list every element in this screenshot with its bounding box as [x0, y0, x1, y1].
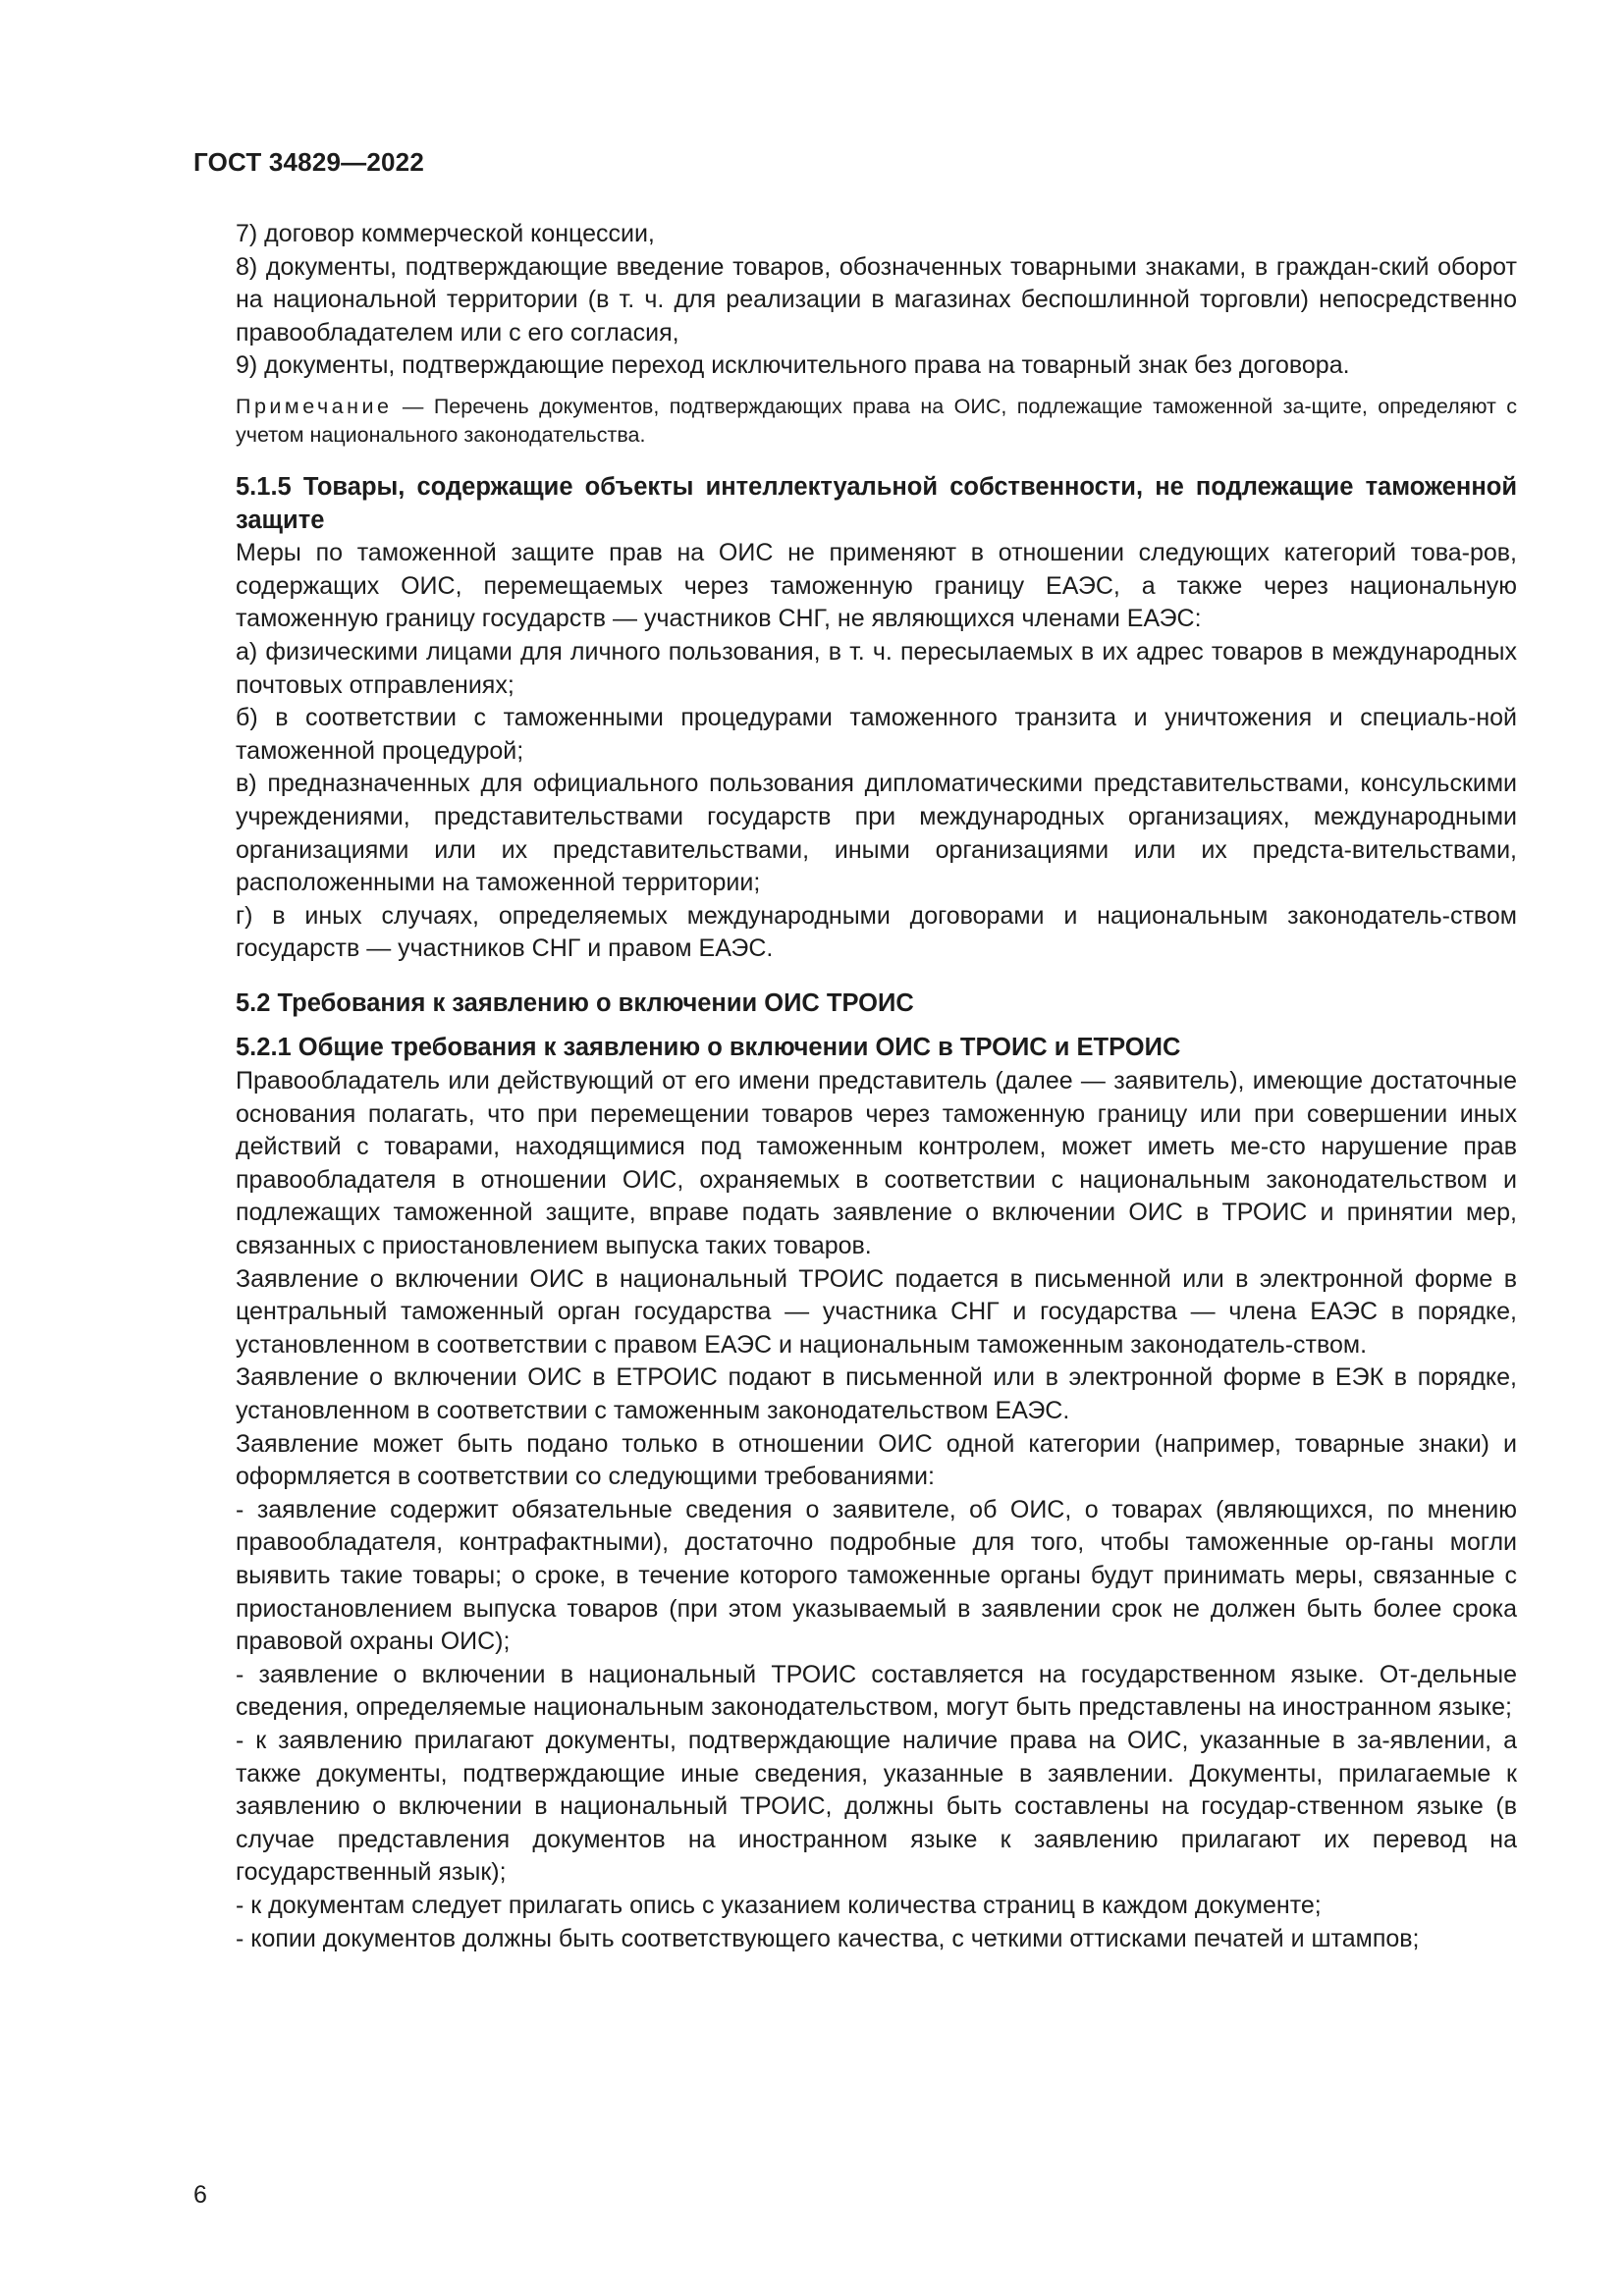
list-item-8: 8) документы, подтверждающие введение товаров, обозначенных товарными знаками, в граждан-ский оборот на национальной территории (в т. ч. для реализации в магазинах беспошлинной торговли) непосредственно правообладателем или с его согласия,: [236, 252, 1517, 347]
requirement-item: - к документам следует прилагать опись с указанием количества страниц в каждом документе;: [236, 1891, 1322, 1919]
page-number: 6: [193, 2181, 207, 2209]
document-header: ГОСТ 34829—2022: [193, 147, 424, 177]
requirement-item: - заявление содержит обязательные сведения о заявителе, об ОИС, о товарах (являющихся, по мнению правообладателя, контрафактными), достаточно подробные для того, чтобы таможенные ор-ганы могли выявить такие товары; о сроке, в течение которого таможенные органы будут принимать меры, связанные с приостановлением выпуска товаров (при этом указываемый в заявлении срок не должен быть более срока правовой охраны ОИС);: [236, 1495, 1517, 1656]
note-dash: —: [392, 394, 434, 418]
section-5-2-1-paragraph: Правообладатель или действующий от его имени представитель (далее — заявитель), имеющие достаточные основания полагать, что при перемещении товаров через таможенную границу или при совершении иных действий с товарами, находящимися под таможенным контролем, может иметь ме-сто нарушение прав правообладателя в отношении ОИС, охраняемых в соответствии с национальным законодательством и подлежащих таможенной защите, вправе подать заявление о включении ОИС в ТРОИС и принятии мер, связанных с приостановлением выпуска таких товаров.: [236, 1067, 1517, 1260]
document-body: [236, 218, 1517, 1955]
section-5-1-5-item-b: б) в соответствии с таможенными процедурами таможенного транзита и уничтожения и специаль-ной таможенной процедурой;: [236, 704, 1517, 765]
section-5-1-5-item-a: а) физическими лицами для личного пользования, в т. ч. пересылаемых в их адрес товаров в международных почтовых отправлениях;: [236, 637, 1517, 699]
requirement-item: - к заявлению прилагают документы, подтверждающие наличие права на ОИС, указанные в за-явлении, а также документы, подтверждающие иные сведения, указанные в заявлении. Документы, прилагаемые к заявлению о включении в национальный ТРОИС, должны быть составлены на государ-ственном языке (в случае представления документов на иностранном языке к заявлению прилагают их перевод на государственный язык);: [236, 1726, 1517, 1887]
note-label: Примечание: [236, 394, 393, 418]
section-heading-5-1-5: 5.1.5 Товары, содержащие объекты интеллектуальной собственности, не подлежащие таможенной защите: [236, 472, 1517, 534]
section-5-2-1-paragraph: Заявление о включении ОИС в национальный ТРОИС подается в письменной или в электронной форме в центральный таможенный орган государства — участника СНГ и государства — члена ЕАЭС в порядке, установленном в соответствии с правом ЕАЭС и национальным таможенным законодатель-ством.: [236, 1264, 1517, 1359]
section-5-2-1-paragraph: Заявление может быть подано только в отношении ОИС одной категории (например, товарные знаки) и оформляется в соответствии со следующими требованиями:: [236, 1429, 1517, 1491]
requirement-item: - заявление о включении в национальный ТРОИС составляется на государственном языке. От-дельные сведения, определяемые национальным законодательством, могут быть представлены на иностранном языке;: [236, 1660, 1517, 1722]
list-item-7: 7) договор коммерческой концессии,: [236, 220, 655, 247]
section-heading-5-2: 5.2 Требования к заявлению о включении ОИС ТРОИС: [236, 988, 914, 1017]
section-heading-5-2-1: 5.2.1 Общие требования к заявлению о включении ОИС в ТРОИС и ЕТРОИС: [236, 1034, 1181, 1062]
section-5-2-1-paragraph: Заявление о включении ОИС в ЕТРОИС подают в письменной или в электронной форме в ЕЭК в порядке, установленном в соответствии с таможенным законодательством ЕАЭС.: [236, 1363, 1517, 1424]
list-item-9: 9) документы, подтверждающие переход исключительного права на товарный знак без договора.: [236, 351, 1350, 380]
section-5-1-5-item-v: в) предназначенных для официального пользования дипломатическими представительствами, консульскими учреждениями, представительствами государств при международных организациях, международными организациями или их представительствами, иными организациями или их предста-вительствами, расположенными на таможенной территории;: [236, 770, 1517, 897]
section-5-1-5-intro: Меры по таможенной защите прав на ОИС не применяют в отношении следующих категорий това-ров, содержащих ОИС, перемещаемых через таможенную границу ЕАЭС, а также через национальную таможенную границу государств — участников СНГ, не являющихся членами ЕАЭС:: [236, 539, 1517, 633]
note-text: Перечень документов, подтверждающих права на ОИС, подлежащие таможенной за-щите, определяют с учетом национального законодательства.: [236, 394, 1518, 447]
note-paragraph: [236, 393, 1517, 450]
section-5-1-5-item-g: г) в иных случаях, определяемых международными договорами и национальным законодатель-ством государств — участников СНГ и правом ЕАЭС.: [236, 901, 1517, 963]
requirement-item: - копии документов должны быть соответствующего качества, с четкими оттисками печатей и штампов;: [236, 1924, 1420, 1952]
